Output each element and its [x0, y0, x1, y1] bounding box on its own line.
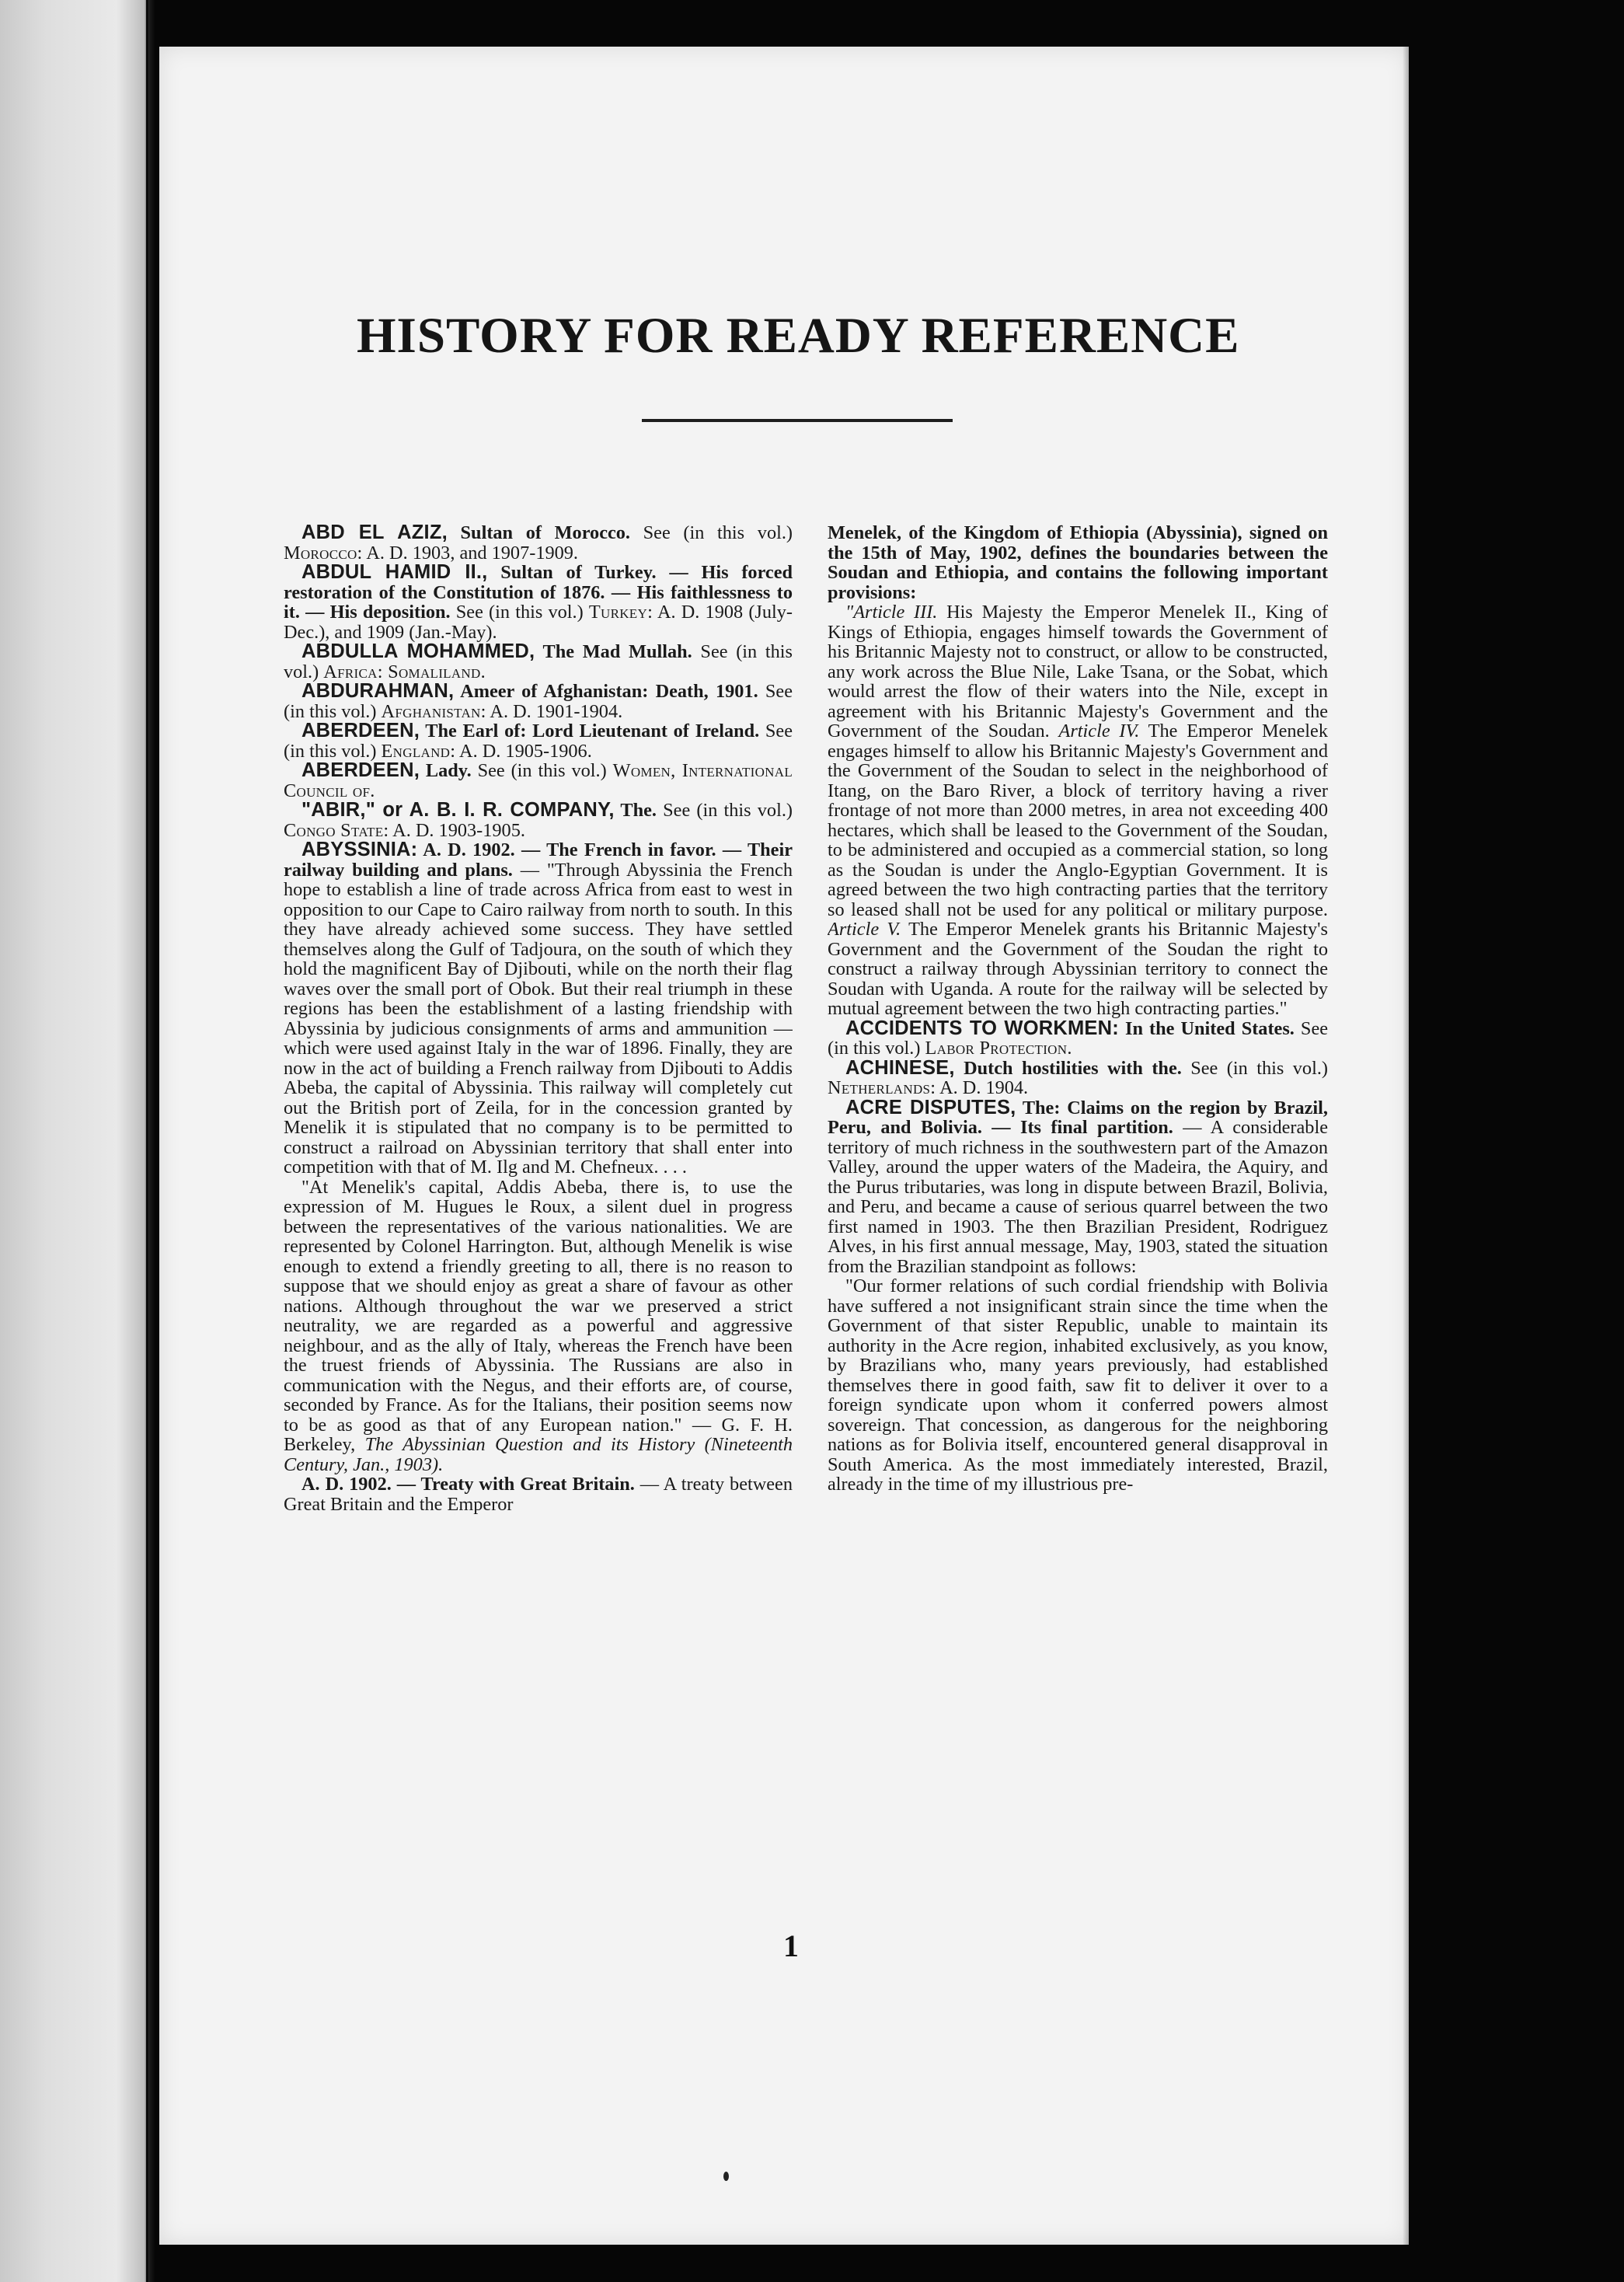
- entry-accidents: [828, 1019, 1328, 1059]
- treaty-opening: [828, 523, 1328, 602]
- entry-crossref: Afghanistan:: [381, 700, 486, 722]
- adjacent-page-edge: [0, 0, 155, 2282]
- entry-crossref: Africa: Somaliland.: [323, 661, 486, 682]
- entry-headword: ABERDEEN,: [301, 720, 420, 741]
- entry-headword: ACRE DISPUTES,: [845, 1096, 1016, 1118]
- quote-source: The Abyssinian Question and its History (Nineteenth Century, Jan., 1903).: [284, 1434, 793, 1475]
- entry-body: See (in this vol.): [1181, 1057, 1328, 1079]
- entry-body: See (in this vol.): [284, 641, 793, 682]
- treaty-opening-text: Menelek, of the Kingdom of Ethiopia (Abyssinia), signed on the 15th of May, 1902, defines the boundaries between the Soudan and Ethiopia, and contains the following important provisions:: [828, 523, 1328, 603]
- article-3-text: His Majesty the Emperor Menelek II., King of Kings of Ethiopia, engages himself towards the Government of his Britannic Majesty not to construct, or allow to be constructed, any work across the Blue Nile, Lake Tsana, or the Sobat, which would arrest the flow of their waters into the Nile, except in agreement with his Britannic Majesty's Government and the Government of the Soudan.: [828, 602, 1328, 741]
- left-column: [284, 523, 793, 2000]
- entry-headword: ABD EL AZIZ,: [301, 523, 448, 543]
- entry-subhead: A. D. 1902. — The French in favor. — Their railway building and plans.: [284, 839, 793, 881]
- entry-subhead: The Mad Mullah.: [535, 641, 692, 662]
- entry-subhead: The Earl of: Lord Lieutenant of Ireland.: [420, 721, 760, 741]
- entry-subhead: The.: [614, 800, 657, 821]
- entry-abdulla-mohammed: [284, 642, 793, 682]
- entry-headword: ABDUL HAMID II.,: [301, 561, 488, 583]
- entry-tail: A. D. 1903, and 1907-1909.: [362, 542, 578, 564]
- acre-quote: [828, 1276, 1328, 1495]
- page-number: 1: [783, 1928, 799, 1963]
- entry-treaty-great-britain: [284, 1474, 793, 1514]
- entry-subhead: Ameer of Afghanistan: Death, 1901.: [454, 681, 758, 702]
- treaty-articles: [828, 602, 1328, 1019]
- entry-body: See (in this vol.): [450, 602, 589, 623]
- scan-speck: [723, 2172, 729, 2181]
- entry-headword: ABDULLA MOHAMMED,: [301, 640, 535, 662]
- article-4-text: The Emperor Menelek engages himself to allow his Britannic Majesty's Government and the Government of the Soudan to select in the neighborhood of Itang, on the Baro River, a block of territory having a river frontage of not more than 2000 metres, in area not exceeding 400 hectares, which shall be leased to the Government of the Soudan, to be administered and occupied as a commercial station, so long as the Soudan is under the Anglo-Egyptian Government. It is agreed between the two high contracting parties that the territory so leased shall not be used for any political or military purpose.: [828, 721, 1328, 920]
- entry-headword: ACCIDENTS TO WORKMEN:: [845, 1017, 1119, 1039]
- acre-quote-text: "Our former relations of such cordial friendship with Bolivia have suffered a not insignificant strain since the time when the Government of that sister Republic, unable to maintain its authority in the Acre region, inhabited exclusively, as you know, by Brazilians who, many years previously, had established themselves there in good faith, saw fit to deliver it over to a foreign syndicate upon whom it conferred powers almost sovereign. That concession, as dangerous for the neighboring nations as for Bolivia itself, encountered general disapproval in South America. As the most immediately interested, Brazil, already in the time of my illustrious pre-: [828, 1275, 1328, 1495]
- entry-headword: "ABIR," or A. B. I. R. COMPANY,: [301, 799, 615, 821]
- quote-paragraph: [284, 1178, 793, 1475]
- entry-subhead: Lady.: [420, 760, 472, 781]
- entry-body: See (in this vol.): [471, 760, 613, 781]
- entry-abyssinia: [284, 840, 793, 1178]
- entry-abir-company: [284, 801, 793, 840]
- entry-crossref: Turkey:: [588, 602, 653, 623]
- entry-headword: ABDURAHMAN,: [301, 680, 455, 702]
- entry-aberdeen-lady: [284, 761, 793, 801]
- entry-abdul-hamid: [284, 563, 793, 642]
- entry-tail: A. D. 1905-1906.: [455, 740, 592, 762]
- book-page: [159, 47, 1409, 2245]
- title-rule: [642, 419, 953, 422]
- entry-body: See (in this vol.): [828, 1017, 1328, 1059]
- article-3-label: "Article III.: [845, 602, 938, 623]
- entry-body: — A considerable territory of much richness in the southwestern part of the Amazon Valley, around the upper waters of the Madeira, the Aquiry, and the Purus tributaries, was long in dispute between Brazil, Bolivia, and Peru, and became a cause of serious quarrel between the two first named in 1903. The then Brazilian President, Rodriguez Alves, in his first annual message, May, 1903, stated the situation from the Brazilian standpoint as follows:: [828, 1117, 1328, 1277]
- entry-headword: ABYSSINIA:: [301, 839, 418, 860]
- entry-body: See (in this vol.): [657, 800, 793, 821]
- entry-crossref: Congo State:: [284, 819, 389, 841]
- entry-aberdeen-earl: [284, 721, 793, 761]
- entry-crossref: England:: [381, 740, 456, 762]
- entry-subhead: Sultan of Turkey. — His forced restoration of the Constitution of 1876. — His faithlessness to it. — His deposition.: [284, 562, 793, 623]
- entry-crossref: Morocco:: [284, 542, 363, 564]
- entry-abd-el-aziz: [284, 523, 793, 563]
- entry-headword: ACHINESE,: [845, 1056, 955, 1079]
- entry-tail: A. D. 1903-1905.: [389, 819, 525, 841]
- entry-subhead: In the United States.: [1118, 1017, 1295, 1039]
- entry-body: — A treaty between Great Britain and the Emperor: [284, 1474, 793, 1515]
- entry-subhead: The: Claims on the region by Brazil, Peru, and Bolivia. — Its final partition.: [828, 1097, 1328, 1138]
- entry-abdurahman: [284, 682, 793, 721]
- entry-headword: ABERDEEN,: [301, 759, 420, 781]
- entry-body: See (in this vol.): [284, 681, 793, 722]
- article-5-text: The Emperor Menelek grants his Britannic Majesty's Government and the Government of the Soudan the right to construct a railway through Abyssinian territory to connect the Soudan with Uganda. A route for the railway will be selected by mutual agreement between the two high contracting parties.": [828, 919, 1328, 1019]
- page-title: HISTORY FOR READY REFERENCE: [357, 308, 1240, 364]
- entry-crossref: Netherlands:: [828, 1077, 936, 1098]
- article-5-label: Article V.: [828, 919, 901, 940]
- right-column: [828, 523, 1328, 2000]
- quote-text: "At Menelik's capital, Addis Abeba, there is, to use the expression of M. Hugues le Roux, a silent duel in progress between the representatives of the various nationalities. We are represented by Colonel Harrington. But, although Menelik is wise enough to extend a friendly greeting to all, there is no reason to suppose that we should enjoy as great a share of favour as other nations. Although throughout the war we preserved a strict neutrality, we are regarded as a powerful and aggressive neighbour, and as the ally of Italy, whereas the French have been the truest friends of Abyssinia. The Russians are also in communication with the Negus, and their efforts are, of course, seconded by France. As for the Italians, their position seems now to be as good as that of any European nation." — G. F. H. Berkeley,: [284, 1176, 793, 1455]
- entry-body: See (in this vol.): [630, 523, 793, 543]
- entry-body: See (in this vol.): [284, 721, 793, 762]
- entry-crossref: Women, International Council of.: [284, 760, 793, 801]
- entry-subhead: Dutch hostilities with the.: [954, 1057, 1182, 1079]
- entry-subhead: Sultan of Morocco.: [447, 523, 630, 543]
- entry-tail: A. D. 1904.: [936, 1077, 1029, 1098]
- entry-crossref: Labor Protection.: [925, 1038, 1072, 1059]
- article-4-label: Article IV.: [1058, 721, 1140, 741]
- entry-achinese: [828, 1056, 1328, 1098]
- entry-acre-disputes: [828, 1098, 1328, 1277]
- entry-subhead: A. D. 1902. — Treaty with Great Britain.: [301, 1474, 635, 1495]
- entry-body: — "Through Abyssinia the French hope to establish a line of trade across Africa from east to west in opposition to our Cape to Cairo railway from north to south. In this they have already achieved some success. They have settled themselves along the Gulf of Tadjoura, on the south of which they hold the magnificent Bay of Djibouti, while on the north their flag waves over the small port of Obok. But their real triumph in these regions has been the establishment of a lasting friendship with Abyssinia by judicious consignments of arms and ammunition — which were used against Italy in the war of 1896. Finally, they are now in the act of building a French railway from Djibouti to Addis Abeba, the capital of Abyssinia. This railway will completely cut out the British port of Zeila, for in the concession granted by Menelik it is stipulated that no company is to be permitted to construct a railroad on Abyssinian territory that shall enter into competition with that of M. Ilg and M. Chefneux. . . .: [284, 859, 793, 1178]
- entry-tail: A. D. 1908 (July-Dec.), and 1909 (Jan.-May).: [284, 602, 793, 643]
- entry-tail: A. D. 1901-1904.: [486, 700, 623, 722]
